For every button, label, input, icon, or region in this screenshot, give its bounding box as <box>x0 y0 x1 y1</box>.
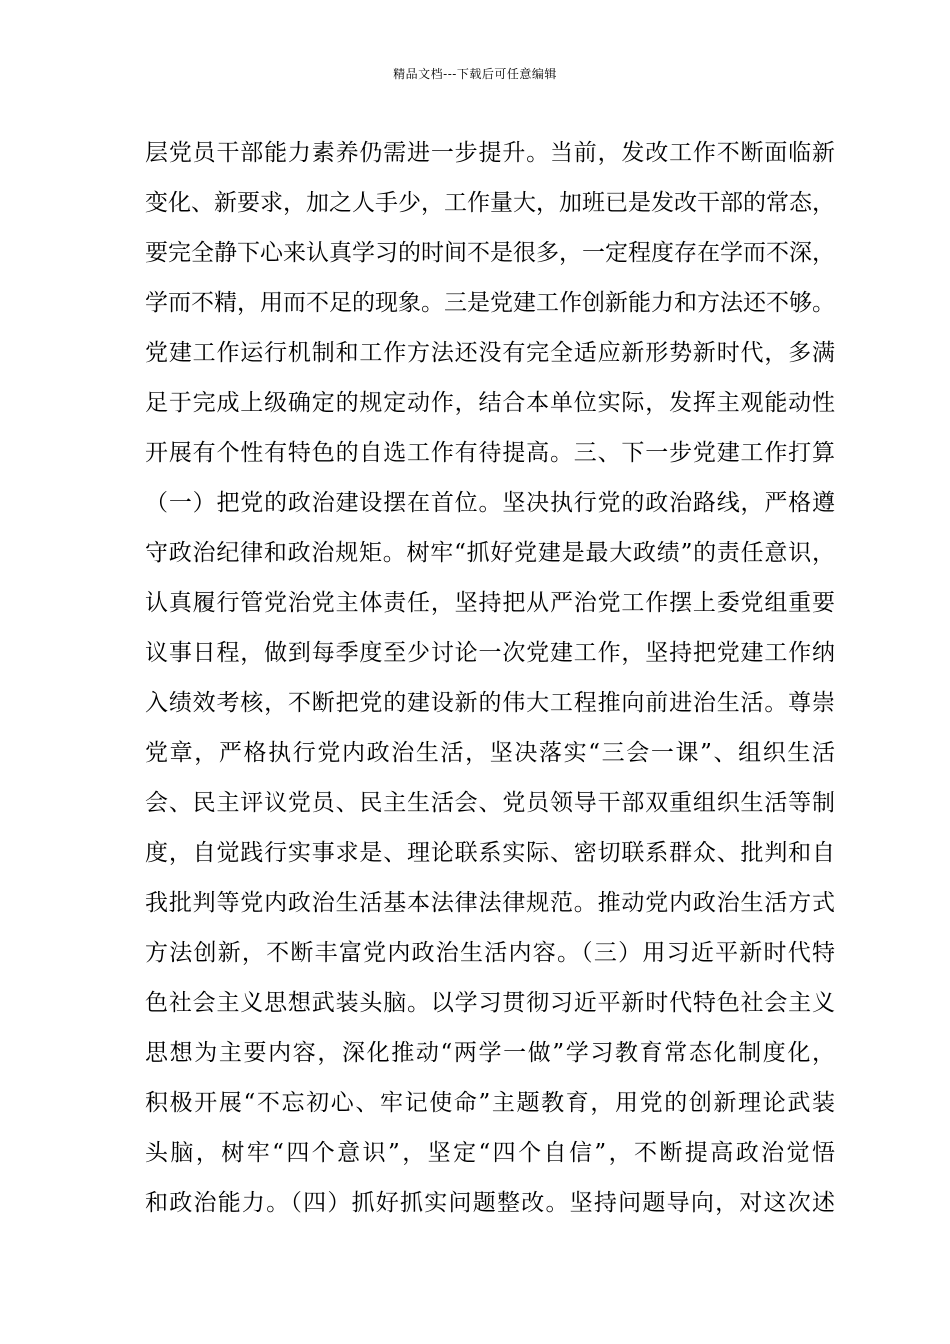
text-line: 要完全静下心来认真学习的时间不是很多，一定程度存在学而不深， <box>145 240 835 266</box>
text-line: 足于完成上级确定的规定动作，结合本单位实际，发挥主观能动性 <box>145 390 835 416</box>
text-line: 开展有个性有特色的自选工作有待提高。三、下一步党建工作打算 <box>145 440 835 466</box>
page-header: 精品文档---下载后可任意编辑 <box>393 67 557 81</box>
text-line: 和政治能力。（四）抓好抓实问题整改。坚持问题导向，对这次述 <box>145 1190 835 1216</box>
text-line: 思想为主要内容，深化推动“两学一做”学习教育常态化制度化， <box>145 1040 835 1066</box>
text-line: 层党员干部能力素养仍需进一步提升。当前，发改工作不断面临新 <box>145 140 835 166</box>
text-line: 党建工作运行机制和工作方法还没有完全适应新形势新时代，多满 <box>145 340 835 366</box>
text-line: 度，自觉践行实事求是、理论联系实际、密切联系群众、批判和自 <box>145 840 835 866</box>
text-line: 议事日程，做到每季度至少讨论一次党建工作，坚持把党建工作纳 <box>145 640 835 666</box>
text-line: 我批判等党内政治生活基本法律法律规范。推动党内政治生活方式 <box>145 890 835 916</box>
text-line: 积极开展“不忘初心、牢记使命”主题教育，用党的创新理论武装 <box>145 1090 835 1116</box>
text-line: 会、民主评议党员、民主生活会、党员领导干部双重组织生活等制 <box>145 790 835 816</box>
text-line: （一）把党的政治建设摆在首位。坚决执行党的政治路线，严格遵 <box>145 490 835 516</box>
body-text <box>145 128 835 1228</box>
text-line: 守政治纪律和政治规矩。树牢“抓好党建是最大政绩”的责任意识， <box>145 540 835 566</box>
text-line: 方法创新，不断丰富党内政治生活内容。（三）用习近平新时代特 <box>145 940 835 966</box>
text-line: 入绩效考核，不断把党的建设新的伟大工程推向前进治生活。尊崇 <box>145 690 835 716</box>
text-line: 学而不精，用而不足的现象。三是党建工作创新能力和方法还不够。 <box>145 290 835 316</box>
text-line: 色社会主义思想武装头脑。以学习贯彻习近平新时代特色社会主义 <box>145 990 835 1016</box>
text-line: 变化、新要求，加之人手少，工作量大，加班已是发改干部的常态， <box>145 190 835 216</box>
text-line: 党章，严格执行党内政治生活，坚决落实“三会一课”、组织生活 <box>145 740 835 766</box>
text-line: 头脑，树牢“四个意识”，坚定“四个自信”，不断提高政治觉悟 <box>145 1140 835 1166</box>
text-line: 认真履行管党治党主体责任，坚持把从严治党工作摆上委党组重要 <box>145 590 835 616</box>
